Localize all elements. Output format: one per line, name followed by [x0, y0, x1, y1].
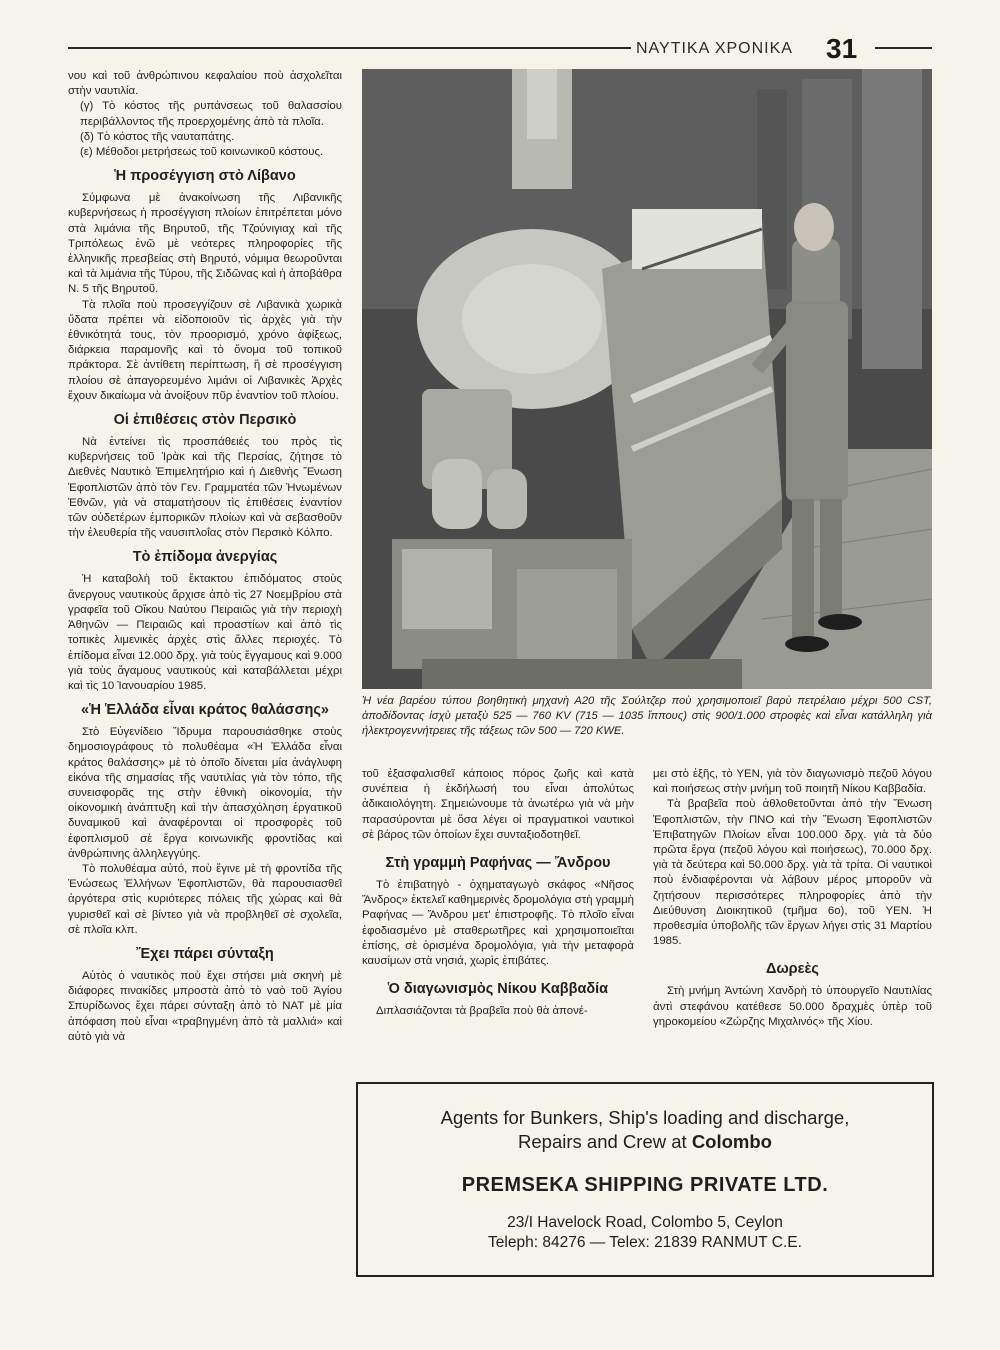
- ad-phone: Teleph: 84276 — Telex: 21839 RANMUT C.E.: [488, 1234, 802, 1251]
- page-number: 31: [826, 33, 858, 64]
- column-left: [68, 69, 342, 1279]
- paragraph-lebanon-1: Σύμφωνα μὲ ἀνακοίνωση τῆς Λιβανικῆς κυβερνήσεως ἡ προσέγγιση πλοίων ἐπιτρέπεται μόνο στὰ λιμάνια τῆς Βηρυτοῦ, τῆς Τζούνιγιαχ καὶ τῆς Τριπόλεως ἐνῶ μὲ νεότερες πληροφορίες τῆς ἑλληνικῆς πρεσβείας στὴ Βηρυτό, νόμιμα θεωροῦνται καὶ τὰ λιμάνια τῆς Τύρου, τῆς Σιδῶνας καὶ ἡ ἀποβάθρα Ν. 5 τῆς Βηρυτοῦ.: [68, 192, 342, 296]
- paragraph-kavvadias-contest: Διπλασιάζονται τὰ βραβεῖα ποὺ θὰ ἀπονέ-: [376, 1005, 588, 1018]
- ad-line-2-prefix: Repairs and Crew at: [518, 1131, 692, 1152]
- ad-address: 23/I Havelock Road, Colombo 5, Ceylon: [507, 1214, 783, 1231]
- engine-photo: [362, 69, 932, 689]
- heading-unemployment: Τὸ ἐπίδομα ἀνεργίας: [132, 549, 278, 566]
- paragraph-contest-continued: μει στὸ ἑξῆς, τὸ ΥΕΝ, γιὰ τὸν διαγωνισμὸ πεζοῦ λόγου καὶ ποιήσεως στὴν μνήμη τοῦ ποιητῆ Νίκου Καββαδία.: [653, 768, 932, 796]
- ad-line-1: Agents for Bunkers, Ship's loading and discharge,: [440, 1107, 850, 1128]
- photo-caption: Ἡ νέα βαρέου τύπου βοηθητικὴ μηχανὴ Α20 τῆς Σούλτζερ ποὺ χρησιμοποιεῖ βαρὺ πετρέλαιο μέχρι 500 CST, ἀποδίδοντας ἰσχὺ μεταξὺ 525 — 760 KV (715 — 1035 ἵππους) στὶς 900/1.000 στροφὲς καὶ εἶναι κατάλληλη γιὰ ἠλεκτρογεννήτρειες τῆς τάξεως τῶν 500 — 720 KWE.: [362, 695, 932, 737]
- paragraph-intro-continued: νου καὶ τοῦ ἀνθρώπινου κεφαλαίου ποὺ ἀσχολεῖται στὴν ναυτιλία.: [68, 70, 342, 98]
- paragraph-rafina-andros: Τὸ ἐπιβατηγὸ - ὀχηματαγωγὸ σκάφος «Νῆσος Ἄνδρος» ἐκτελεῖ καθημερινὲς δρομολόγια στὴ γραμμὴ Ραφήνας — Ἄνδρου μετ' ἐπιστροφῆς. Τὸ πλοῖο εἶναι ἐφοδιασμένο μὲ σταθερωτῆρες καὶ χρησιμοποιεῖται ἐπίσης, σὲ ὁρισμένα δρομολόγια, γιὰ τὴν μεταφορὰ καυσίμων στὰ νησιά, χωρὶς ἐπιβάτες.: [362, 879, 634, 968]
- paragraph-unemployment: Ἡ καταβολὴ τοῦ ἔκτακτου ἐπιδόματος στοὺς ἄνεργους ναυτικοὺς ἄρχισε ἀπὸ τὶς 27 Νοεμβρίου στὰ γραφεῖα τοῦ Οἴκου Ναύτου Πειραιῶς γιὰ τὴν περιοχὴ Ἀθηνῶν — Πειραιῶς καὶ προαστίων καὶ ἀπὸ τὶς τοπικὲς λιμενικὲς ἀρχὲς στὶς ἄλλες περιοχές. Τὸ ἐπίδομα εἶναι 12.000 δρχ. γιὰ τοὺς ἔγγαμους καὶ 9.000 γιὰ τοὺς ἄγαμους ναυτικοὺς καὶ καταβάλλεται μέχρι καὶ τὶς 10 Ἰανουαρίου 1985.: [68, 573, 342, 692]
- paragraph-prizes: Τὰ βραβεῖα ποὺ ἀθλοθετοῦνται ἀπὸ τὴν Ἕνωση Ἐφοπλιστῶν, τὴν ΠΝΟ καὶ τὴν Ἕνωση Ἐφοπλιστῶν Ἐπιβατηγῶν Πλοίων εἶναι 100.000 δρχ. γιὰ τὰ δύο πρῶτα ἔργα (πεζοῦ λόγου καὶ ποιήσεως), 70.000 δρχ. γιὰ τὰ δεύτερα καὶ 50.000 δρχ. γιὰ τὰ τρίτα. Οἱ ναυτικοὶ ποὺ ἐνδιαφέρονται νὰ λάβουν μέρος μποροῦν νὰ ζητήσουν περισσότερες πληροφορίες ἀπὸ τὴν Διεύθυνση Διοικητικοῦ (τμῆμα 6ο), τοῦ ΥΕΝ. Ἡ προθεσμία ὑποβολῆς τῶν ἔργων λήγει στὶς 31 Μαρτίου 1985.: [653, 798, 932, 948]
- list-item-d: (δ) Τὸ κόστος τῆς ναυταπάτης.: [80, 130, 235, 143]
- header-rule-left: [68, 47, 631, 49]
- ad-line-2: [358, 1130, 932, 1154]
- ad-line-2-place: Colombo: [691, 1131, 772, 1152]
- paragraph-greece-1: Στὸ Εὐγενίδειο Ἵδρυμα παρουσιάσθηκε στοὺς δημοσιογράφους τὸ πολυθέαμα «Ἡ Ἑλλάδα εἶναι κράτος θαλάσσης» μὲ τὸ ὁποῖο δίνεται μία ἀνάγλυφη εἰκόνα τῆς σημασίας τῆς ναυτιλίας γιὰ τὸν τόπο, τῆς συνεισφορᾶς της στὴν ἐθνικὴ οἰκονομία, τὴν οἰκονομικὴ ἀνάπτυξη καὶ τὴν ἀπασχόληση ἐργατικοῦ δυναμικοῦ καὶ ἀναφέρονται οἱ προσφορὲς τοῦ ἐφοπλισμοῦ σὲ ἔργα κοινωνικῆς φροντίδας καὶ ἀνθρώπινης ἀλληλεγγύης.: [68, 726, 342, 860]
- paragraph-greece-2: Τὸ πολυθέαμα αὐτό, ποὺ ἔγινε μὲ τὴ φροντίδα τῆς Ἑνώσεως Ἑλλήνων Ἐφοπλιστῶν, θὰ παρουσιασθεῖ ἀργότερα στὶς κυριότερες πόλεις τῆς χώρας καὶ θὰ γυρισθεῖ καὶ σὲ βίντεο γιὰ νὰ προβληθεῖ σὲ σχολεῖα, σὲ πλοῖα κλπ.: [68, 862, 342, 936]
- heading-pension: Ἔχει πάρει σύνταξη: [136, 945, 274, 962]
- heading-kavvadias-contest: Ὁ διαγωνισμὸς Νίκου Καββαδία: [387, 981, 609, 998]
- advertisement-box: [356, 1082, 934, 1277]
- heading-lebanon: Ἡ προσέγγιση στὸ Λίβανο: [114, 168, 296, 185]
- engine-illustration: [362, 69, 932, 689]
- paragraph-pension: Αὐτὸς ὁ ναυτικὸς ποὺ ἔχει στήσει μιὰ σκηνὴ μὲ διάφορες πινακίδες μπροστὰ ἀπὸ τὸ ναὸ τοῦ Ἁγίου Σπυρίδωνος ἔχει πάρει σύνταξη ἀπὸ τὸ ΝΑΤ μὲ μία ἀπόφαση ποὺ εἶναι «τραβηγμένη ἀπὸ τὰ μαλλιά» καὶ αὐτὸ γιὰ νὰ: [68, 969, 342, 1043]
- paragraph-persian-gulf: Νὰ ἐντείνει τὶς προσπάθειές του πρὸς τὶς κυβερνήσεις τοῦ Ἰρὰκ καὶ τῆς Περσίας, ζήτησε τὸ Διεθνὲς Ναυτικὸ Ἐπιμελητήριο καὶ ἡ Διεθνὴς Ἕνωση Ἐφοπλιστῶν ἀπὸ τὸν Γεν. Γραμματέα τῶν Ἡνωμένων Ἐθνῶν, γιὰ νὰ σταματήσουν τὶς ἐπιθέσεις ἐναντίον τῶν οὐδετέρων ἐμπορικῶν πλοίων καὶ νὰ σεβασθοῦν τὴν ἐλευθερία τῆς ναυσιπλοΐας στὸν Περσικὸ Κόλπο.: [68, 436, 342, 540]
- heading-persian-gulf: Οἱ ἐπιθέσεις στὸν Περσικὸ: [113, 412, 297, 429]
- heading-rafina-andros: Στὴ γραμμὴ Ραφήνας — Ἄνδρου: [385, 855, 611, 872]
- header-rule-right: [875, 47, 932, 49]
- paragraph-lebanon-2: Τὰ πλοῖα ποὺ προσεγγίζουν σὲ Λιβανικὰ χωρικὰ ὕδατα πρέπει νὰ εἰδοποιοῦν τὶς ἀρχὲς γιὰ τὴν ἐθνικότητά τους, τὸν προορισμό, χρόνο ἀφίξεως, διάρκεια παραμονῆς καὶ τὸ ὄνομα τοῦ τοπικοῦ πράκτορα. Σὲ ἀντίθετη περίπτωση, ἢ σὲ προσέγγιση πλοίου σὲ ἀπαγορευμένο λιμάνι οἱ Λιβανικὲς Ἀρχὲς ἔχουν δικαίωμα νὰ ἀνοίξουν πῦρ ἐναντίον τοῦ πλοίου.: [68, 298, 342, 402]
- paragraph-donations: Στὴ μνήμη Ἀντώνη Χανδρὴ τὸ ὑπουργεῖο Ναυτιλίας ἀντὶ στεφάνου κατέθεσε 50.000 δραχμὲς ὑπὲρ τοῦ γηροκομείου «Ζώρζης Μιχαλινός» τῆς Χίου.: [653, 985, 932, 1028]
- running-head: ΝΑΥΤΙΚΑ ΧΡΟΝΙΚΑ: [636, 40, 793, 57]
- column-middle: [362, 767, 634, 1067]
- list-item-g: (γ) Τὸ κόστος τῆς ρυπάνσεως τοῦ θαλασσίου περιβάλλοντος τῆς προερχομένης ἀπὸ τὰ πλοῖα.: [80, 100, 342, 128]
- column-right: [653, 767, 932, 1067]
- ad-company-name: PREMSEKA SHIPPING PRIVATE LTD.: [461, 1174, 829, 1196]
- heading-donations: Δωρεὲς: [766, 961, 819, 978]
- list-item-e: (ε) Μέθοδοι μετρήσεως τοῦ κοινωνικοῦ κόστους.: [80, 146, 324, 159]
- paragraph-pension-continued: τοῦ ἐξασφαλισθεῖ κάποιος πόρος ζωῆς καὶ κατὰ συνέπεια ἡ ἐκδήλωσή του εἶναι ἀπολύτως ἀδικαιολόγητη. Σημειώνουμε τὰ ἀνωτέρω γιὰ νὰ μὴν παρασύρονται μὲ ὅσα λέγει οἱ πραγματικοὶ ναυτικοὶ σὲ βάρος τῶν ὁποίων ἔχει συνταξιοδοτηθεῖ.: [362, 768, 634, 841]
- heading-greece-sea-state: «Ἡ Ἑλλάδα εἶναι κράτος θαλάσσης»: [81, 702, 329, 719]
